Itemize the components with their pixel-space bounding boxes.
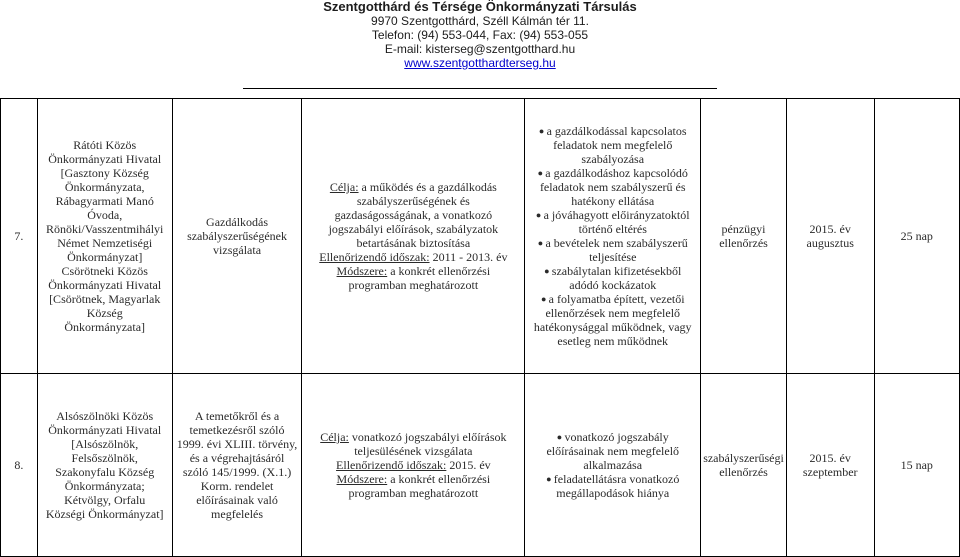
org-website-link[interactable]: www.szentgotthardterseg.hu — [404, 56, 556, 70]
table-row — [1, 374, 960, 557]
risk-factors: ● vonatkozó jogszabály előírásainak nem megfelelő alkalmazása ● feladatellátásra vonatkozó megállapodások hiánya — [525, 374, 701, 557]
header-divider — [243, 88, 717, 89]
letterhead — [0, 0, 960, 70]
audit-timing: 2015. év szeptember — [786, 374, 874, 557]
audit-timing: 2015. év augusztus — [786, 99, 874, 374]
audit-plan-table — [0, 98, 960, 557]
audit-type: pénzügyi ellenőrzés — [701, 99, 787, 374]
audit-days: 25 nap — [874, 99, 959, 374]
goal-label: Célja: — [329, 180, 359, 194]
audit-subject: Gazdálkodás szabályszerűségének vizsgálata — [172, 99, 302, 374]
period-label: Ellenőrizendő időszak: — [336, 458, 447, 472]
table-row — [1, 99, 960, 374]
row-number: 8. — [1, 374, 38, 557]
audited-entity: Alsószölnöki Közös Önkormányzati Hivatal [Alsószölnök, Felsőszölnök, Szakonyfalu Község Önkormányzata; Kétvölgy, Orfalu Községi Önkormányzat] — [37, 374, 172, 557]
row-number: 7. — [1, 99, 38, 374]
audit-goal: Célja: vonatkozó jogszabályi előírások teljesülésének vizsgálata Ellenőrizendő időszak: 2015. év Módszere: a konkrét ellenőrzési programban meghatározott — [302, 374, 525, 557]
org-address: 9970 Szentgotthárd, Széll Kálmán tér 11. — [371, 14, 589, 28]
audit-goal: Célja: a működés és a gazdálkodás szabályszerűségének és gazdaságosságának, a vonatkozó jogszabályi előírások, szabályzatok betartásának biztosítása Ellenőrizendő időszak: 2011 - 2013. év Módszere: a konkrét ellenőrzési programban meghatározott — [302, 99, 525, 374]
method-label: Módszere: — [336, 264, 388, 278]
org-name: Szentgotthárd és Térsége Önkormányzati Társulás — [323, 0, 637, 14]
audit-type: szabályszerűségi ellenőrzés — [701, 374, 787, 557]
risk-factors: ● a gazdálkodással kapcsolatos feladatok nem megfelelő szabályozása ● a gazdálkodáshoz kapcsolódó feladatok nem szabályszerű és hatékony ellátása ● a jóváhagyott előirányzatoktól történő eltérés ● a bevételek nem szabályszerű teljesítése ● szabálytalan kifizetésekből adódó kockázatok ● a folyamatba épített, vezetői ellenőrzések nem megfelelő hatékonysággal működnek, vagy esetleg nem működnek — [525, 99, 701, 374]
audit-subject: A temetőkről és a temetkezésről szóló 1999. évi XLIII. törvény, és a végrehajtásáról szóló 145/1999. (X.1.) Korm. rendelet előírásainak való megfelelés — [172, 374, 302, 557]
period-label: Ellenőrizendő időszak: — [319, 250, 430, 264]
org-phone: Telefon: (94) 553-044, Fax: (94) 553-055 — [371, 28, 589, 42]
audit-days: 15 nap — [874, 374, 959, 557]
audited-entity: Rátóti Közös Önkormányzati Hivatal [Gasztony Község Önkormányzata, Rábagyarmati Manó Óvoda, Rönöki/Vasszentmihályi Német Nemzetiségi Önkormányzat] Csörötneki Közös Önkormányzati Hivatal [Csörötnek, Magyarlak Község Önkormányzata] — [37, 99, 172, 374]
org-email: E-mail: kisterseg@szentgotthard.hu — [384, 42, 576, 56]
goal-label: Célja: — [320, 430, 349, 444]
method-label: Módszere: — [336, 472, 388, 486]
